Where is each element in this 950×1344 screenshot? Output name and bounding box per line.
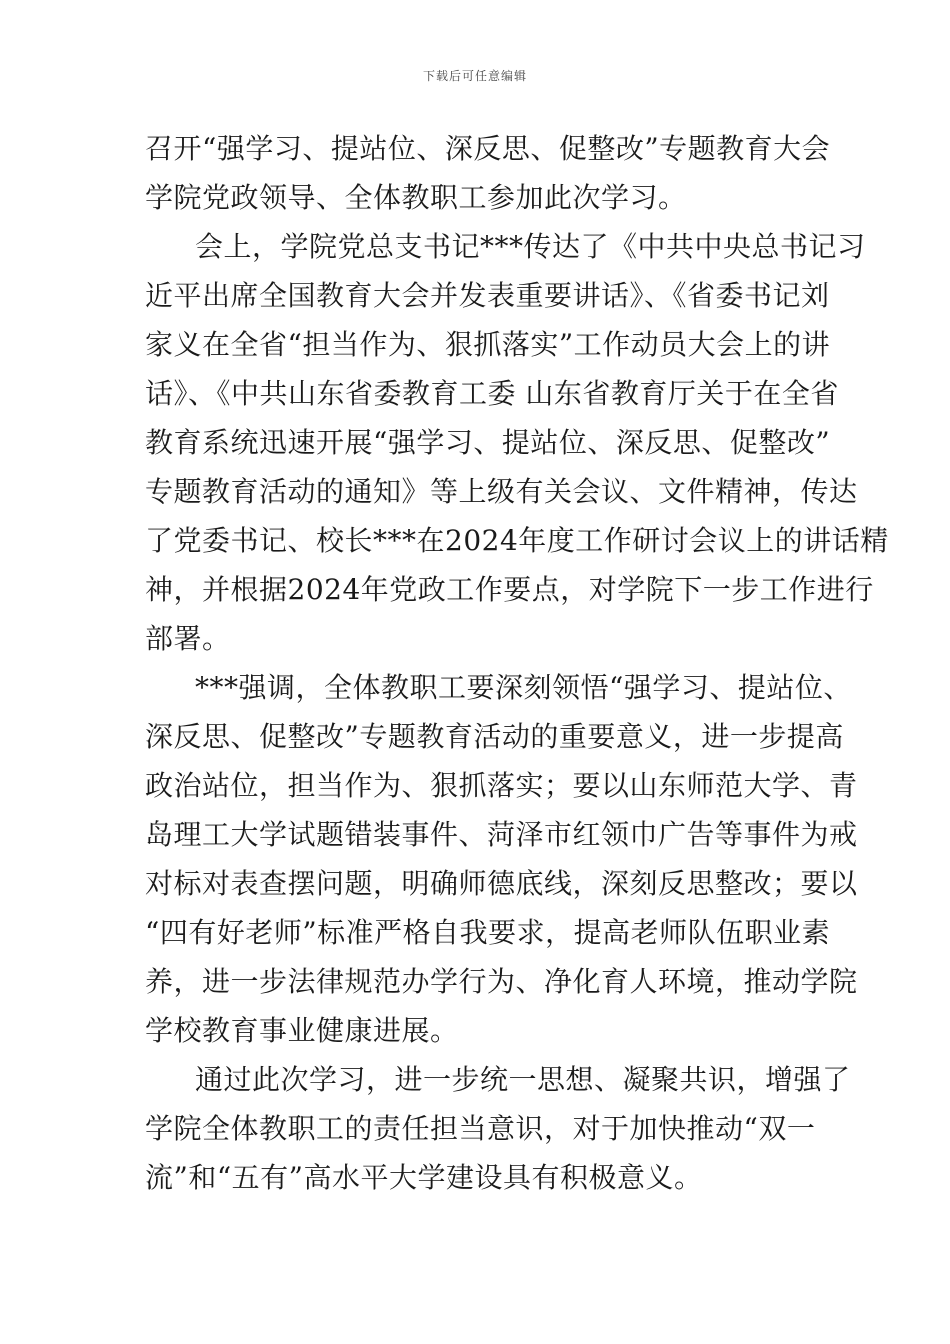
text-line: 部署。: [145, 622, 231, 655]
text-line: 通过此次学习，进一步统一思想、凝聚共识，增强了: [195, 1063, 851, 1096]
paragraph-conclusion: [145, 1055, 851, 1202]
text-line: 深反思、促整改”专题教育活动的重要意义，进一步提高: [145, 720, 844, 753]
text-line: 学院全体教职工的责任担当意识，对于加快推动“双一: [145, 1112, 816, 1145]
paragraph-emphasis: [145, 663, 858, 1055]
text-line: 了党委书记、校长***在2024年度工作研讨会议上的讲话精: [145, 524, 889, 557]
text-line: 会上，学院党总支书记***传达了《中共中央总书记习: [195, 230, 866, 263]
text-line: 教育系统迅速开展“强学习、提站位、深反思、促整改”: [145, 426, 831, 459]
paragraph-meeting-intro: [145, 124, 831, 222]
text-line: 政治站位，担当作为、狠抓落实；要以山东师范大学、青: [145, 769, 858, 802]
text-line: 学校教育事业健康进展。: [145, 1014, 459, 1047]
text-line: “四有好老师”标准严格自我要求，提高老师队伍职业素: [145, 916, 831, 949]
text-line: 岛理工大学试题错装事件、菏泽市红领巾广告等事件为戒: [145, 818, 858, 851]
text-line: 话》、《中共山东省委教育工委 山东省教育厅关于在全省: [145, 377, 839, 410]
text-line: 专题教育活动的通知》等上级有关会议、文件精神，传达: [145, 475, 858, 508]
paragraph-meeting-content: [145, 222, 889, 663]
text-line: 养，进一步法律规范办学行为、净化育人环境，推动学院: [145, 965, 858, 998]
text-line: ***强调，全体教职工要深刻领悟“强学习、提站位、: [195, 671, 852, 704]
document-body: [145, 124, 889, 1202]
page-header-note: 下载后可任意编辑: [422, 69, 527, 83]
text-line: 学院党政领导、全体教职工参加此次学习。: [145, 181, 687, 214]
text-line: 神，并根据2024年党政工作要点，对学院下一步工作进行: [145, 573, 874, 606]
text-line: 近平出席全国教育大会并发表重要讲话》、《省委书记刘: [145, 279, 830, 312]
text-line: 流”和“五有”高水平大学建设具有积极意义。: [145, 1161, 703, 1194]
text-line: 召开“强学习、提站位、深反思、促整改”专题教育大会: [145, 132, 831, 165]
text-line: 家义在全省“担当作为、狠抓落实”工作动员大会上的讲: [145, 328, 831, 361]
text-line: 对标对表查摆问题，明确师德底线，深刻反思整改；要以: [145, 867, 858, 900]
